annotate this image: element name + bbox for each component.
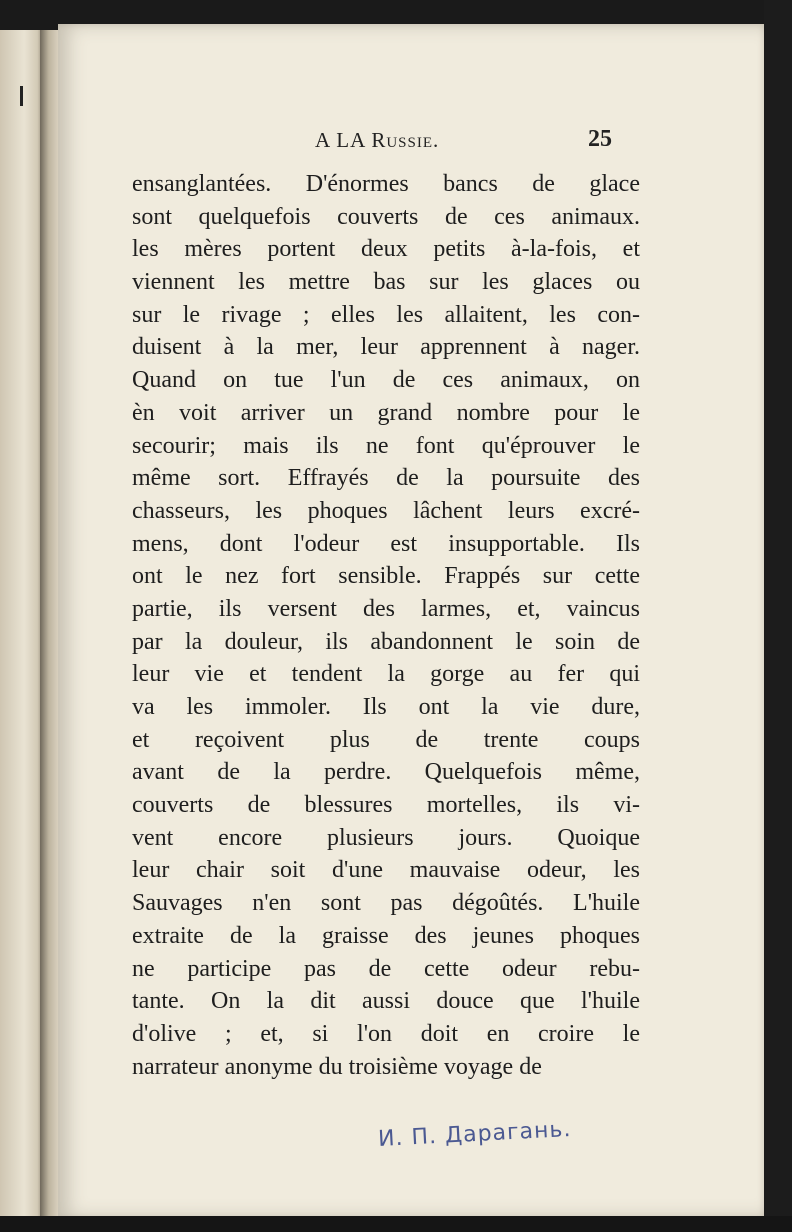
text-line: Sauvages n'en sont pas dégoûtés. L'huile xyxy=(132,890,640,917)
text-line: sur le rivage ; elles les allaitent, les con- xyxy=(132,301,640,328)
text-line: duisent à la mer, leur apprennent à nager. xyxy=(132,334,640,361)
text-line: narrateur anonyme du troisième voyage de xyxy=(132,1053,542,1080)
text-line: leur chair soit d'une mauvaise odeur, les xyxy=(132,857,640,884)
text-line: avant de la perdre. Quelquefois même, xyxy=(132,759,640,786)
text-line: tante. On la dit aussi douce que l'huile xyxy=(132,988,640,1015)
scan-right-border xyxy=(764,0,792,1232)
text-line: èn voit arriver un grand nombre pour le xyxy=(132,399,640,426)
text-line: mens, dont l'odeur est insupportable. Ils xyxy=(132,530,640,557)
text-line: ont le nez fort sensible. Frappés sur cette xyxy=(132,563,640,590)
text-line: secourir; mais ils ne font qu'éprouver le xyxy=(132,432,640,459)
scan-bottom-border xyxy=(0,1216,792,1232)
page-number: 25 xyxy=(588,126,612,152)
text-line: et reçoivent plus de trente coups xyxy=(132,726,640,753)
text-line: partie, ils versent des larmes, et, vaincus xyxy=(132,595,640,622)
text-line: viennent les mettre bas sur les glaces ou xyxy=(132,269,640,296)
text-line: d'olive ; et, si l'on doit en croire le xyxy=(132,1020,640,1047)
text-line: même sort. Effrayés de la poursuite des xyxy=(132,465,640,492)
text-line: vent encore plusieurs jours. Quoique xyxy=(132,824,640,851)
text-line: va les immoler. Ils ont la vie dure, xyxy=(132,694,640,720)
running-head: A LA Russie. xyxy=(315,128,440,152)
body-text xyxy=(132,168,640,1083)
ownership-stamp: И. П. Дарагань. xyxy=(377,1116,573,1153)
text-line: chasseurs, les phoques lâchent leurs excré- xyxy=(132,497,640,524)
text-line: couverts de blessures mortelles, ils vi- xyxy=(132,792,640,819)
text-line: les mères portent deux petits à-la-fois, et xyxy=(132,236,640,263)
margin-mark xyxy=(20,86,23,106)
text-line: ensanglantées. D'énormes bancs de glace xyxy=(132,171,640,197)
text-line: extraite de la graisse des jeunes phoques xyxy=(132,922,640,949)
text-line: sont quelquefois couverts de ces animaux. xyxy=(132,203,640,230)
text-line: leur vie et tendent la gorge au fer qui xyxy=(132,661,640,688)
text-line: ne participe pas de cette odeur rebu- xyxy=(132,955,640,982)
left-page-edge xyxy=(0,30,44,1220)
text-line: Quand on tue l'un de ces animaux, on xyxy=(132,367,640,394)
text-line: par la douleur, ils abandonnent le soin de xyxy=(132,628,640,655)
